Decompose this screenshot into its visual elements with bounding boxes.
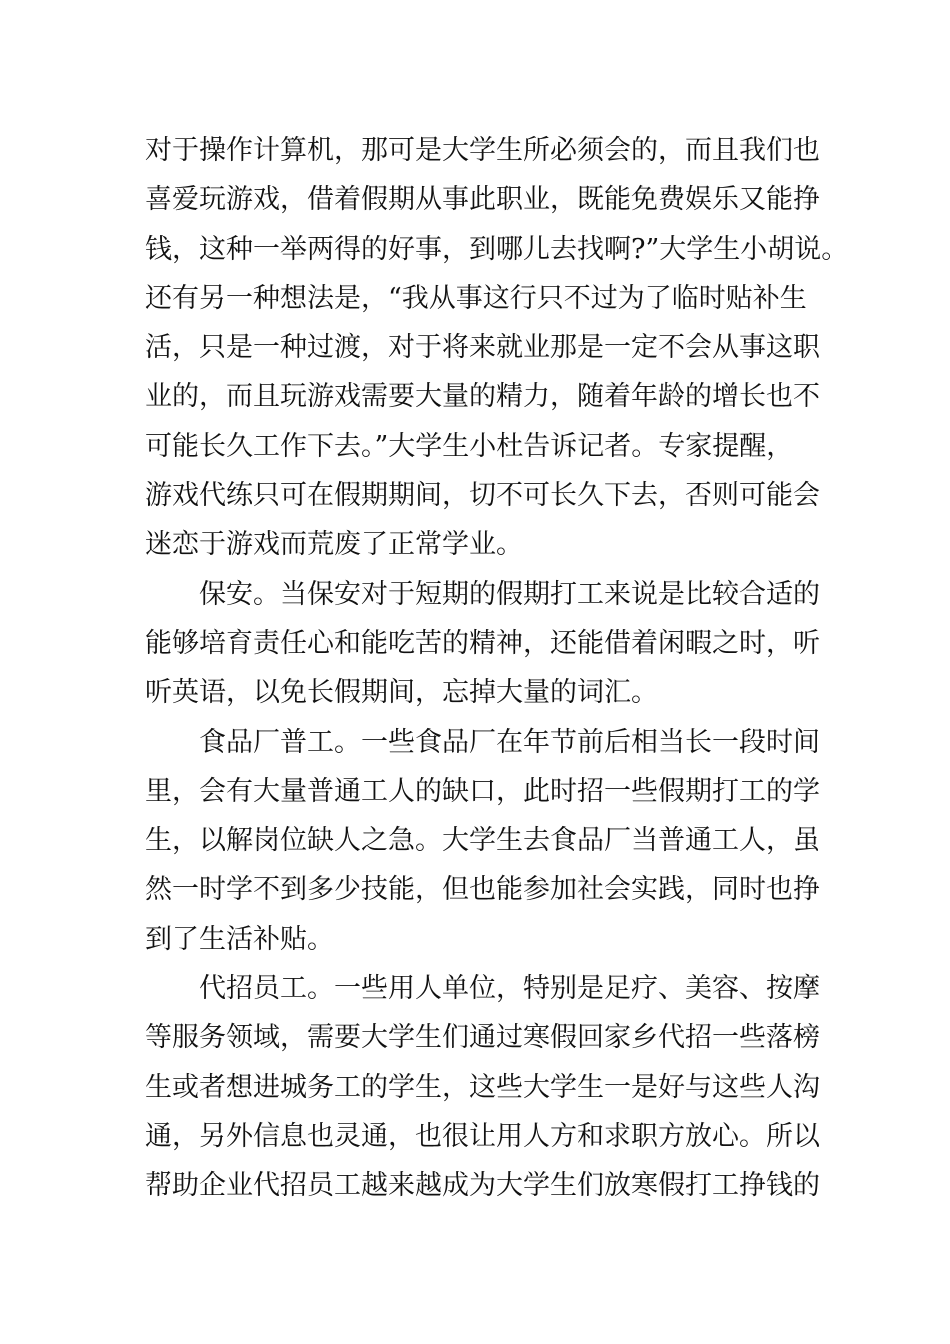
- text-line: 喜爱玩游戏，借着假期从事此职业，既能免费娱乐又能挣: [145, 184, 820, 216]
- text-line: 生，以解岗位缺人之急。大学生去食品厂当普通工人，虽: [145, 825, 820, 857]
- text-line: 业的，而且玩游戏需要大量的精力，随着年龄的增长也不: [145, 381, 820, 413]
- text-line: 迷恋于游戏而荒废了正常学业。: [145, 529, 523, 561]
- text-line: 还有另一种想法是，“我从事这行只不过为了临时贴补生: [145, 282, 807, 314]
- paragraph-start-recruiting: 代招员工。一些用人单位，特别是足疗、美容、按摩: [199, 973, 820, 1005]
- text-line: 活，只是一种过渡，对于将来就业那是一定不会从事这职: [145, 332, 820, 364]
- text-line: 能够培育责任心和能吃苦的精神，还能借着闲暇之时，听: [145, 627, 820, 659]
- text-line: 等服务领域，需要大学生们通过寒假回家乡代招一些落榜: [145, 1022, 820, 1054]
- body-text: [145, 126, 849, 1211]
- paragraph-start-security: 保安。当保安对于短期的假期打工来说是比较合适的: [199, 578, 820, 610]
- text-line: 生或者想进城务工的学生，这些大学生一是好与这些人沟: [145, 1071, 820, 1103]
- text-line: 通，另外信息也灵通，也很让用人方和求职方放心。所以: [145, 1120, 820, 1152]
- text-line: 到了生活补贴。: [145, 923, 334, 955]
- text-line: 然一时学不到多少技能，但也能参加社会实践，同时也挣: [145, 874, 820, 906]
- text-line: 可能长久工作下去。”大学生小杜告诉记者。专家提醒，: [145, 430, 794, 462]
- text-line: 钱，这种一举两得的好事，到哪儿去找啊?”大学生小胡说。: [145, 233, 849, 265]
- text-line: 听英语，以免长假期间，忘掉大量的词汇。: [145, 677, 658, 709]
- text-line: 帮助企业代招员工越来越成为大学生们放寒假打工挣钱的: [145, 1170, 820, 1202]
- text-line: 对于操作计算机，那可是大学生所必须会的，而且我们也: [145, 135, 820, 166]
- text-line: 游戏代练只可在假期期间，切不可长久下去，否则可能会: [145, 480, 820, 512]
- paragraph-start-food-factory: 食品厂普工。一些食品厂在年节前后相当长一段时间: [199, 726, 820, 758]
- text-line: 里，会有大量普通工人的缺口，此时招一些假期打工的学: [145, 775, 820, 807]
